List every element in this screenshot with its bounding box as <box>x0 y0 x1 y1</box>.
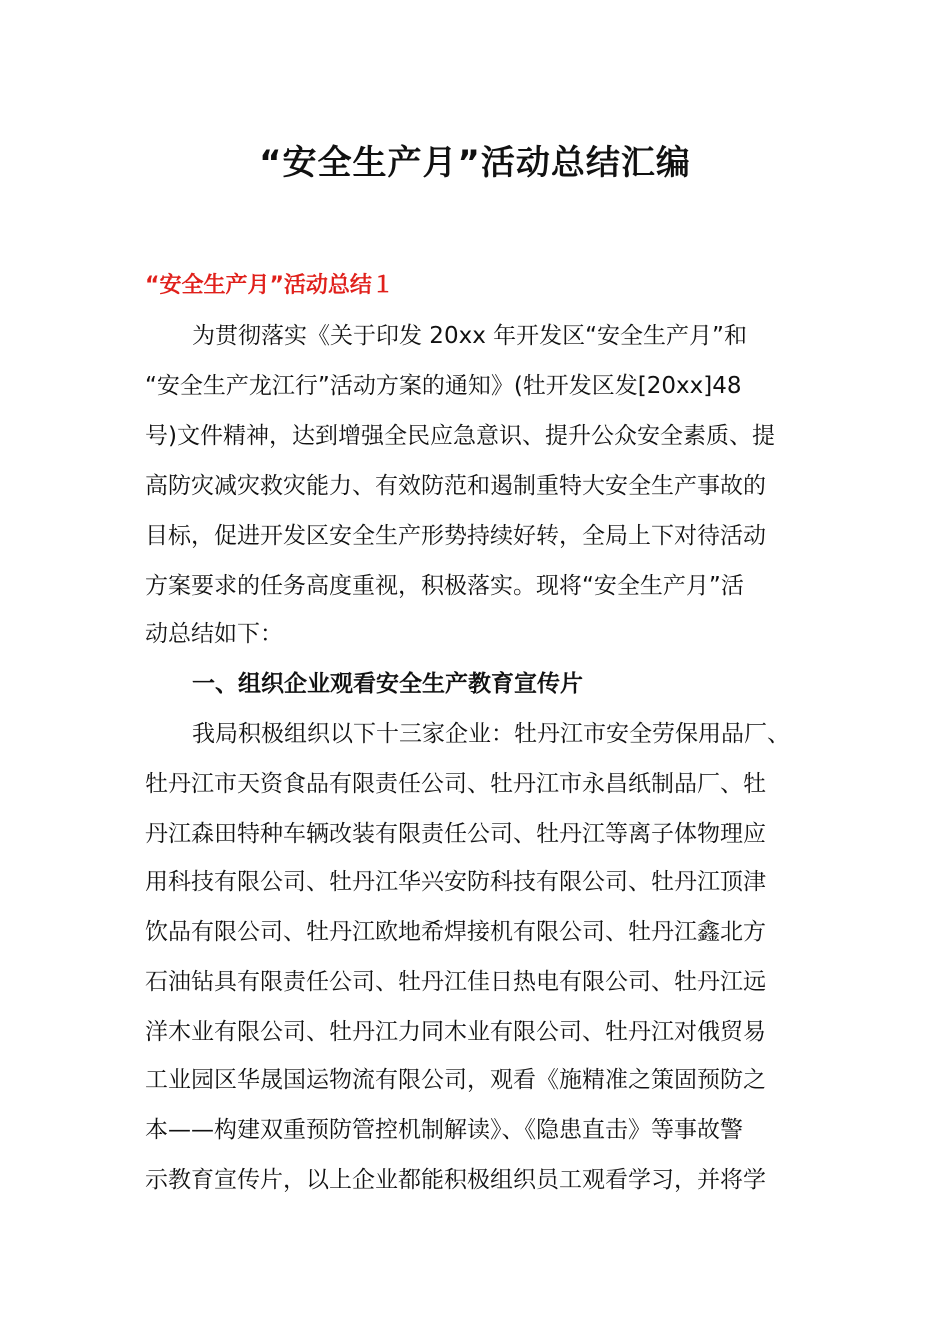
paragraph-line: 石油钻具有限责任公司、牡丹江佳日热电有限公司、牡丹江远 <box>145 969 766 995</box>
paragraph-line: 用科技有限公司、牡丹江华兴安防科技有限公司、牡丹江顶津 <box>145 869 766 895</box>
paragraph-line: 工业园区华晟国运物流有限公司，观看《施精准之策固预防之 <box>145 1067 766 1093</box>
paragraph-line: 动总结如下： <box>145 621 283 647</box>
paragraph-line: 高防灾减灾救灾能力、有效防范和遏制重特大安全生产事故的 <box>145 473 766 499</box>
paragraph-line: 洋木业有限公司、牡丹江力同木业有限公司、牡丹江对俄贸易 <box>145 1019 766 1045</box>
paragraph-line: 方案要求的任务高度重视，积极落实。现将“安全生产月”活 <box>145 573 744 599</box>
paragraph-line: 丹江森田特种车辆改装有限责任公司、牡丹江等离子体物理应 <box>145 821 766 847</box>
paragraph-line: 目标，促进开发区安全生产形势持续好转，全局上下对待活动 <box>145 523 766 549</box>
paragraph-line: 号)文件精神，达到增强全民应急意识、提升公众安全素质、提 <box>145 423 775 449</box>
subheading: 一、组织企业观看安全生产教育宣传片 <box>192 671 583 697</box>
document-title: “安全生产月”活动总结汇编 <box>259 143 691 183</box>
paragraph-line: “安全生产龙江行”活动方案的通知》(牡开发区发[20xx]48 <box>145 373 742 399</box>
paragraph-line: 牡丹江市天资食品有限责任公司、牡丹江市永昌纸制品厂、牡 <box>145 771 766 797</box>
paragraph-line: 为贯彻落实《关于印发 20xx 年开发区“安全生产月”和 <box>192 323 747 349</box>
paragraph-line: 饮品有限公司、牡丹江欧地希焊接机有限公司、牡丹江鑫北方 <box>145 919 766 945</box>
paragraph-line: 我局积极组织以下十三家企业：牡丹江市安全劳保用品厂、 <box>192 721 790 747</box>
paragraph-line: 示教育宣传片，以上企业都能积极组织员工观看学习，并将学 <box>145 1167 766 1193</box>
paragraph-line: 本——构建双重预防管控机制解读》、《隐患直击》等事故警 <box>145 1117 743 1143</box>
section-heading: “安全生产月”活动总结１ <box>145 273 394 298</box>
